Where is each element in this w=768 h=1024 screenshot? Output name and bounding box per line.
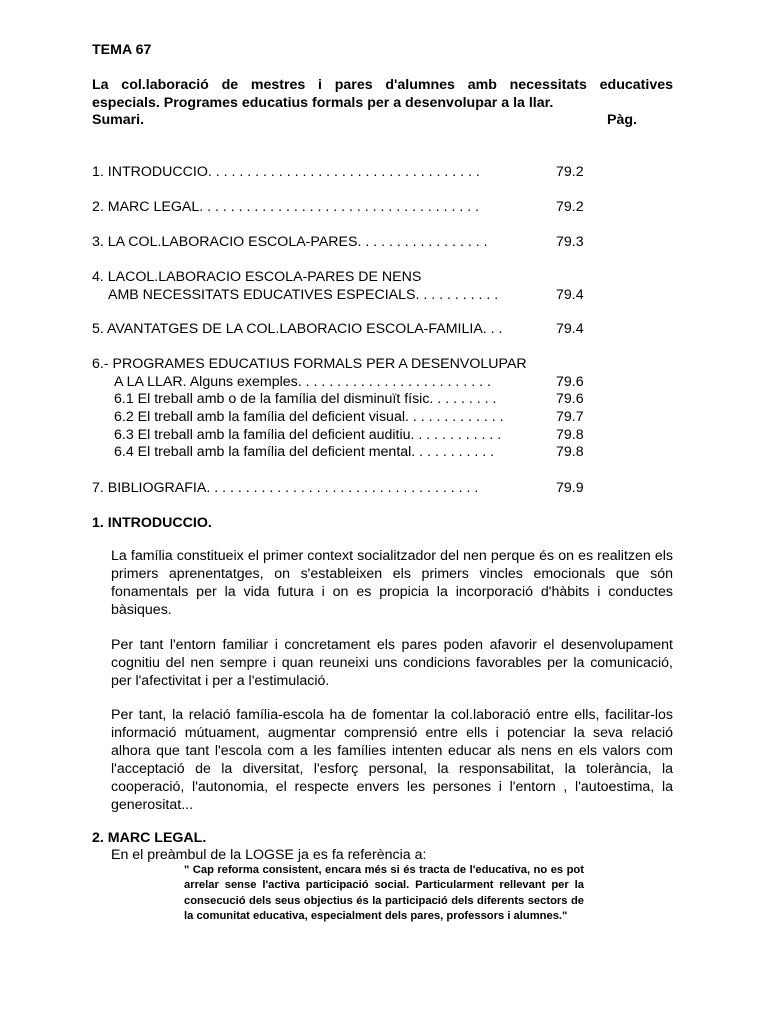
toc-entry-page: 79.9 <box>556 480 584 496</box>
toc-entry-page: 79.4 <box>556 321 584 337</box>
body-paragraph: Per tant, la relació família-escola ha de fomentar la col.laboració entre ells, facilitar-los informació mútuament, augmentar comprensió entre ells i potenciar la seva relació alhora que tant l'escola com a les famílies intenten educar als nens en els valors com l'acceptació de la diversitat, l'esforç personal, la responsabilitat, la tolerància, la cooperació, l'autonomia, el respecte envers les persones i l'entorn , l'autoestima, la generositat... <box>111 707 673 813</box>
toc-entry-page: 79.6 <box>556 374 584 390</box>
document-title-line-2: especials. Programes educatius formals per a desenvolupar a la llar. <box>92 95 554 111</box>
toc-entry-page: 79.7 <box>556 409 584 425</box>
toc-entry-title: 3. LA COL.LABORACIO ESCOLA-PARES. . . . . . . . . . . . . . . . . <box>92 234 488 250</box>
toc-entry-page: 79.2 <box>556 164 584 180</box>
toc-entry-page: 79.2 <box>556 199 584 215</box>
toc-entry-title: A LA LLAR. Alguns exemples. . . . . . . . . . . . . . . . . . . . . . . . . <box>114 374 491 390</box>
section-heading-marc-legal: 2. MARC LEGAL. <box>92 830 207 846</box>
toc-entry-page: 79.8 <box>556 444 584 460</box>
section-intro-text: En el preàmbul de la LOGSE ja es fa referència a: <box>111 847 427 863</box>
toc-entry-title: 6.- PROGRAMES EDUCATIUS FORMALS PER A DESENVOLUPAR <box>92 356 527 372</box>
toc-entry-title: 6.2 El treball amb la família del deficient visual. . . . . . . . . . . . . <box>114 409 504 425</box>
page-column-label: Pàg. <box>607 112 637 128</box>
toc-entry-title: 5. AVANTATGES DE LA COL.LABORACIO ESCOLA-FAMILIA. . . <box>92 321 503 337</box>
toc-entry-title: 7. BIBLIOGRAFIA. . . . . . . . . . . . . . . . . . . . . . . . . . . . . . . . . . . <box>92 480 479 496</box>
toc-entry-page: 79.4 <box>556 287 584 303</box>
body-paragraph: Per tant l'entorn familiar i concretament els pares poden afavorir el desenvolupament cognitiu del nen sempre i quan reuneixi uns condicions favorables per la comunicació, per l'afectivitat i per a l'estimulació. <box>111 637 673 689</box>
section-heading-introduccio: 1. INTRODUCCIO. <box>92 515 212 531</box>
body-paragraph: La família constitueix el primer context socialitzador del nen perque és on es realitzen els primers aprenentatges, on s'estableixen els primers vincles emocionals que són fonamentals per la vida futura i on es propicia la incorporació d'hàbits i conductes bàsiques. <box>111 548 673 618</box>
toc-entry-title: 2. MARC LEGAL. . . . . . . . . . . . . . . . . . . . . . . . . . . . . . . . . . . . <box>92 199 480 215</box>
toc-entry-title: 6.1 El treball amb o de la família del disminuït físic. . . . . . . . . <box>114 391 497 407</box>
toc-entry-title: 4. LACOL.LABORACIO ESCOLA-PARES DE NENS <box>92 269 422 285</box>
logse-quote: " Cap reforma consistent, encara més si és tracta de l'educativa, no es pot arrelar sense l'activa participació social. Particularment rellevant per la consecució dels seus objectius és la participació dels diferents sectors de la comunitat educativa, especialment dels pares, professors i alumnes." <box>184 864 584 922</box>
toc-entry-page: 79.8 <box>556 427 584 443</box>
toc-entry-page: 79.6 <box>556 391 584 407</box>
tema-number: TEMA 67 <box>92 42 152 58</box>
toc-entry-title: 1. INTRODUCCIO. . . . . . . . . . . . . . . . . . . . . . . . . . . . . . . . . . . <box>92 164 480 180</box>
sumari-label: Sumari. <box>92 112 145 128</box>
toc-entry-title: 6.3 El treball amb la família del deficient auditiu. . . . . . . . . . . . <box>114 427 502 443</box>
document-title-line-1: La col.laboració de mestres i pares d'alumnes amb necessitats educatives <box>92 77 673 93</box>
toc-entry-page: 79.3 <box>556 234 584 250</box>
toc-entry-title: AMB NECESSITATS EDUCATIVES ESPECIALS. . . . . . . . . . . <box>108 287 499 303</box>
toc-entry-title: 6.4 El treball amb la família del deficient mental. . . . . . . . . . . <box>114 444 495 460</box>
